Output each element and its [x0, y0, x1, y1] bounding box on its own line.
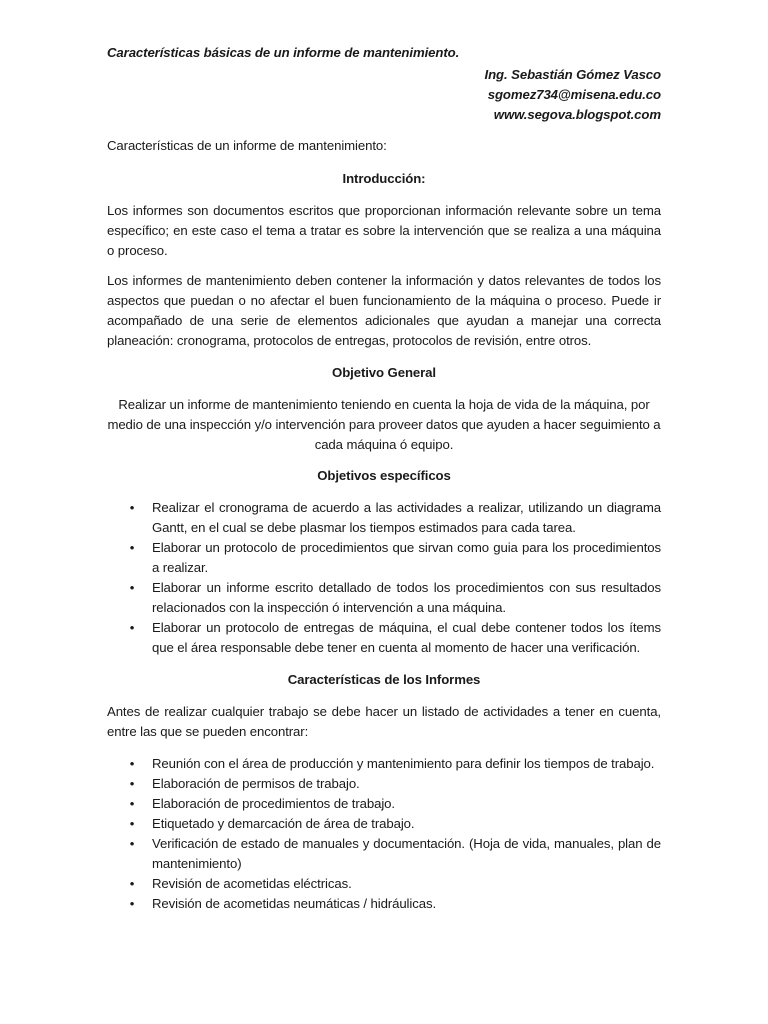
bullet-icon: •: [129, 580, 135, 595]
bullet-icon: •: [129, 620, 135, 635]
list-item: • Elaboración de permisos de trabajo.: [107, 774, 661, 794]
bullet-icon: •: [129, 756, 135, 771]
specific-objectives-heading: Objetivos específicos: [317, 468, 451, 483]
list-item: • Verificación de estado de manuales y documentación. (Hoja de vida, manuales, plan de mantenimiento): [107, 834, 661, 874]
list-item: • Elaborar un protocolo de procedimientos que sirvan como guia para los procedimientos a realizar.: [107, 538, 661, 578]
intro-line: Características de un informe de mantenimiento:: [107, 138, 387, 153]
list-item: • Etiquetado y demarcación de área de trabajo.: [107, 814, 661, 834]
bullet-icon: •: [129, 896, 135, 911]
intro-paragraph-1: Los informes son documentos escritos que proporcionan información relevante sobre un tema específico; en este caso el tema a tratar es sobre la intervención que se realiza a una máquina o proceso.: [107, 203, 661, 258]
features-intro: Antes de realizar cualquier trabajo se debe hacer un listado de actividades a tener en cuenta, entre las que se pueden encontrar:: [107, 704, 661, 739]
general-objective-heading: Objetivo General: [332, 365, 436, 380]
features-list: [107, 754, 661, 914]
bullet-icon: •: [129, 816, 135, 831]
specific-objectives-list: [107, 498, 661, 658]
bullet-icon: •: [129, 776, 135, 791]
bullet-icon: •: [129, 876, 135, 891]
list-item: • Reunión con el área de producción y mantenimiento para definir los tiempos de trabajo.: [107, 754, 661, 774]
author-email: sgomez734@misena.edu.co: [487, 87, 661, 102]
author-name: Ing. Sebastián Gómez Vasco: [484, 67, 661, 82]
bullet-icon: •: [129, 540, 135, 555]
bullet-icon: •: [129, 796, 135, 811]
author-block: [107, 65, 661, 125]
document-title: Características básicas de un informe de mantenimiento.: [107, 45, 460, 60]
intro-paragraph-2: Los informes de mantenimiento deben contener la información y datos relevantes de todos los aspectos que puedan o no afectar el buen funcionamiento de la máquina o proceso. Puede ir acompañado de una serie de elementos adicionales que ayudan a manejar una correcta planeación: cronograma, protocolos de entregas, protocolos de revisión, entre otros.: [107, 273, 661, 348]
list-item: • Realizar el cronograma de acuerdo a las actividades a realizar, utilizando un diagrama Gantt, en el cual se debe plasmar los tiempos estimados para cada tarea.: [107, 498, 661, 538]
bullet-icon: •: [129, 500, 135, 515]
list-item: • Elaborar un protocolo de entregas de máquina, el cual debe contener todos los ítems que el área responsable debe tener en cuenta al momento de hacer una verificación.: [107, 618, 661, 658]
list-item: • Elaborar un informe escrito detallado de todos los procedimientos con sus resultados relacionados con la inspección ó intervención a una máquina.: [107, 578, 661, 618]
general-objective-text: Realizar un informe de mantenimiento teniendo en cuenta la hoja de vida de la máquina, por medio de una inspección y/o intervención para proveer datos que ayuden a hacer seguimiento a cada máquina ó equipo.: [107, 397, 661, 452]
author-website: www.segova.blogspot.com: [493, 107, 661, 122]
list-item: • Revisión de acometidas neumáticas / hidráulicas.: [107, 894, 661, 914]
list-item: • Revisión de acometidas eléctricas.: [107, 874, 661, 894]
intro-heading: Introducción:: [342, 171, 426, 186]
list-item: • Elaboración de procedimientos de trabajo.: [107, 794, 661, 814]
features-heading: Características de los Informes: [287, 672, 481, 687]
bullet-icon: •: [129, 836, 135, 851]
